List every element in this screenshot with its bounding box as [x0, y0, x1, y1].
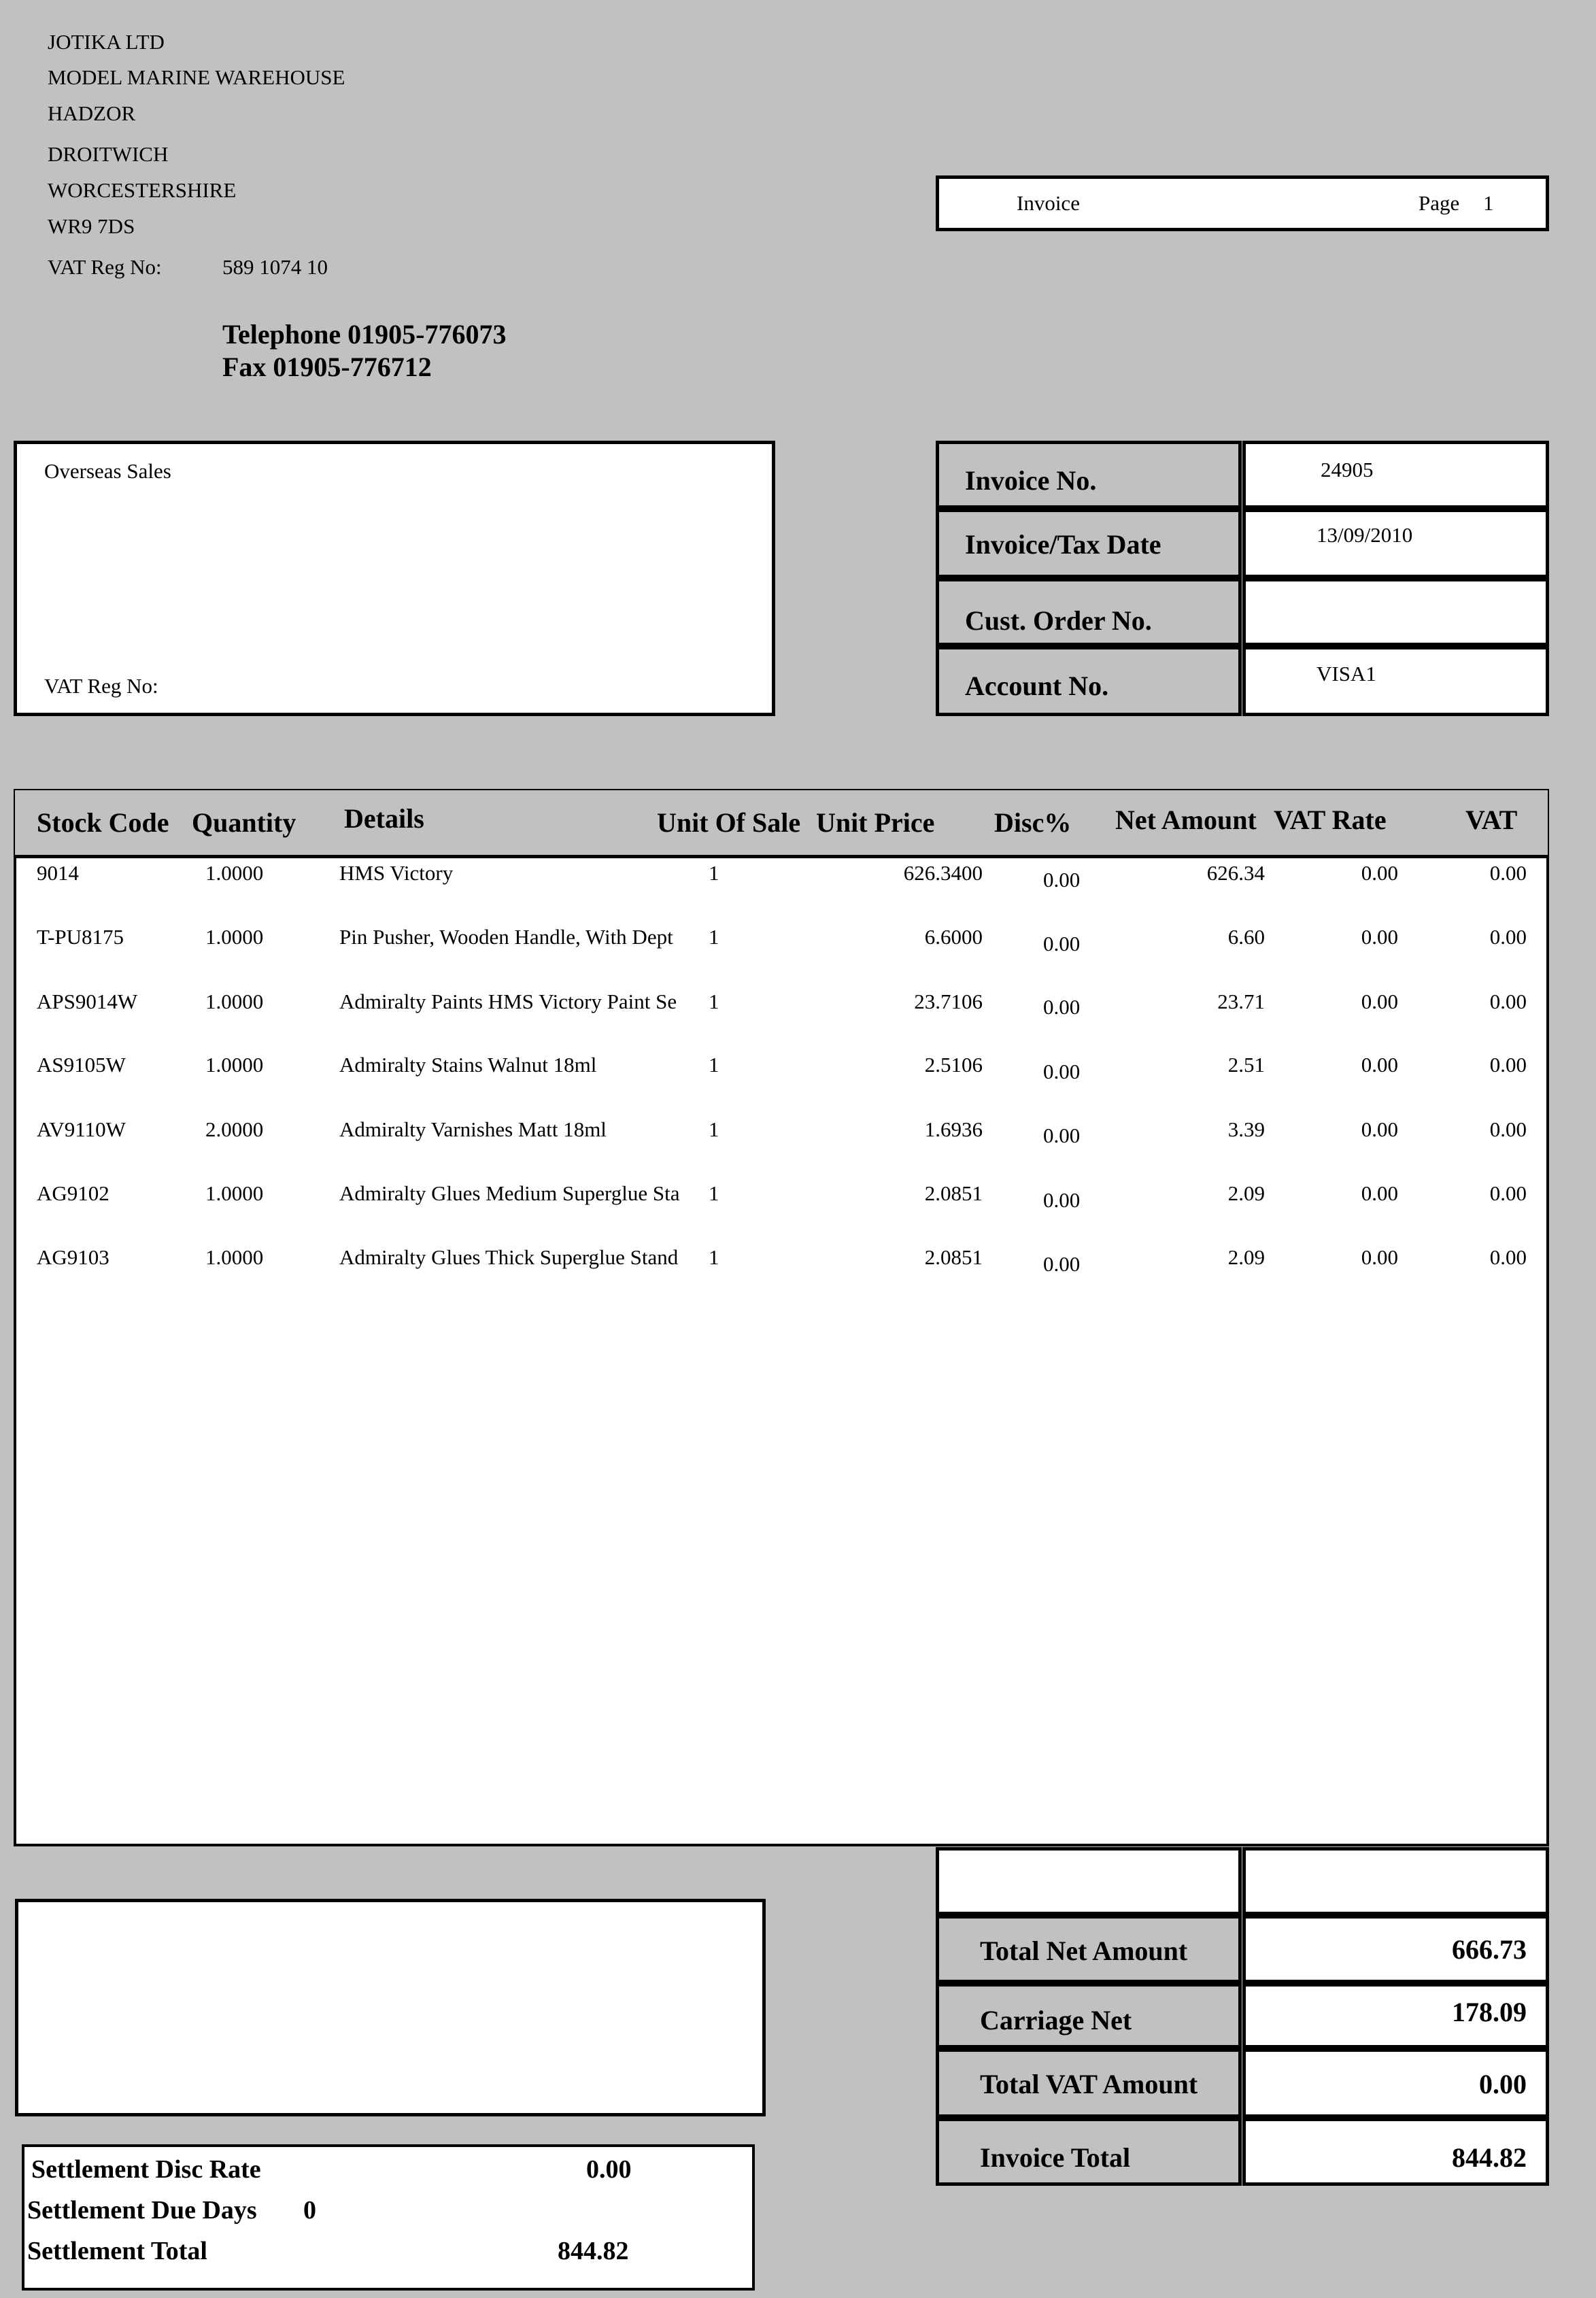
- customer-name: Overseas Sales: [44, 459, 171, 483]
- row-disc: 0.00: [1043, 1123, 1081, 1147]
- row-quantity: 1.0000: [205, 1245, 264, 1269]
- carriage-net-label: Carriage Net: [980, 2005, 1132, 2035]
- row-net-amount: 2.09: [1227, 1245, 1265, 1269]
- row-net-amount: 2.51: [1227, 1053, 1265, 1077]
- total-vat-label: Total VAT Amount: [980, 2069, 1198, 2099]
- company-vat-label: VAT Reg No:: [48, 255, 162, 279]
- col-quantity: Quantity: [192, 807, 296, 838]
- row-unit-of-sale: 1: [709, 1245, 719, 1269]
- carriage-net-label-cell: [936, 1983, 1242, 2048]
- row-disc: 0.00: [1043, 868, 1081, 892]
- row-vat-rate: 0.00: [1361, 1053, 1398, 1077]
- total-net-label: Total Net Amount: [980, 1936, 1188, 1966]
- company-vat-value: 589 1074 10: [222, 255, 328, 279]
- total-net-value-cell: [1242, 1915, 1549, 1983]
- invoice-total-value-cell: [1242, 2118, 1549, 2186]
- account-no-label: Account No.: [965, 671, 1109, 701]
- col-details: Details: [344, 803, 424, 834]
- row-net-amount: 3.39: [1227, 1117, 1265, 1141]
- row-unit-price: 2.0851: [924, 1181, 983, 1205]
- row-vat: 0.00: [1489, 1053, 1527, 1077]
- total-vat-value-cell: [1242, 2048, 1549, 2118]
- row-unit-price: 23.7106: [914, 990, 983, 1013]
- col-stock-code: Stock Code: [37, 807, 169, 838]
- row-vat: 0.00: [1489, 990, 1527, 1013]
- invoice-no-label: Invoice No.: [965, 465, 1097, 496]
- cust-order-label: Cust. Order No.: [965, 605, 1152, 636]
- row-disc: 0.00: [1043, 1252, 1081, 1276]
- row-quantity: 1.0000: [205, 1181, 264, 1205]
- address-line-4: WORCESTERSHIRE: [48, 178, 237, 202]
- carriage-net-value-cell: [1242, 1983, 1549, 2048]
- row-disc: 0.00: [1043, 1060, 1081, 1083]
- row-unit-price: 2.5106: [924, 1053, 983, 1077]
- invoice-total-label-cell: [936, 2118, 1242, 2186]
- settlement-total-label: Settlement Total: [27, 2237, 207, 2265]
- invoice-date-value: 13/09/2010: [1317, 523, 1413, 547]
- row-unit-of-sale: 1: [709, 925, 719, 949]
- invoice-total-label: Invoice Total: [980, 2142, 1131, 2173]
- account-no-value: VISA1: [1317, 662, 1376, 686]
- total-net-label-cell: [936, 1915, 1242, 1983]
- table-row: 9014: [37, 861, 79, 885]
- invoice-date-label-cell: [936, 509, 1242, 578]
- row-net-amount: 23.71: [1217, 990, 1265, 1013]
- row-vat-rate: 0.00: [1361, 1117, 1398, 1141]
- row-unit-price: 1.6936: [924, 1117, 983, 1141]
- col-vat: VAT: [1465, 805, 1518, 835]
- invoice-date-label: Invoice/Tax Date: [965, 529, 1161, 560]
- table-row: AG9103: [37, 1245, 109, 1269]
- row-details: Admiralty Glues Thick Superglue Stand: [339, 1245, 679, 1269]
- row-vat: 0.00: [1489, 1117, 1527, 1141]
- row-quantity: 1.0000: [205, 990, 264, 1013]
- total-vat-label-cell: [936, 2048, 1242, 2118]
- row-details: Admiralty Paints HMS Victory Paint Se: [339, 990, 677, 1013]
- row-quantity: 1.0000: [205, 925, 264, 949]
- row-net-amount: 626.34: [1206, 861, 1265, 885]
- col-net-amount: Net Amount: [1115, 805, 1257, 835]
- cust-order-label-cell: [936, 578, 1242, 646]
- col-disc: Disc%: [994, 807, 1072, 838]
- row-quantity: 1.0000: [205, 1053, 264, 1077]
- row-unit-price: 2.0851: [924, 1245, 983, 1269]
- carriage-net-value: 178.09: [1452, 1997, 1527, 2027]
- settlement-disc-rate-label: Settlement Disc Rate: [31, 2155, 261, 2184]
- company-telephone: Telephone 01905-776073: [222, 319, 507, 350]
- account-no-label-cell: [936, 646, 1242, 716]
- page-number: 1: [1483, 191, 1494, 215]
- row-details: Pin Pusher, Wooden Handle, With Dept: [339, 925, 673, 949]
- table-row: AV9110W: [37, 1117, 126, 1141]
- row-disc: 0.00: [1043, 932, 1081, 956]
- invoice-no-value: 24905: [1321, 458, 1374, 481]
- invoice-date-value-cell: [1242, 509, 1549, 578]
- total-vat-value: 0.00: [1479, 2069, 1527, 2099]
- settlement-disc-rate-value: 0.00: [586, 2155, 632, 2184]
- col-vat-rate: VAT Rate: [1274, 805, 1387, 835]
- invoice-total-value: 844.82: [1452, 2142, 1527, 2173]
- row-net-amount: 6.60: [1227, 925, 1265, 949]
- settlement-due-days-value: 0: [303, 2196, 316, 2225]
- row-unit-price: 6.6000: [924, 925, 983, 949]
- notes-box: [15, 1899, 766, 2116]
- document-header: [936, 175, 1549, 231]
- address-line-1: MODEL MARINE WAREHOUSE: [48, 65, 345, 89]
- totals-blank-right: [1242, 1847, 1549, 1915]
- table-row: T-PU8175: [37, 925, 124, 949]
- row-vat-rate: 0.00: [1361, 861, 1398, 885]
- row-unit-of-sale: 1: [709, 1053, 719, 1077]
- row-quantity: 1.0000: [205, 861, 264, 885]
- settlement-due-days-label: Settlement Due Days: [27, 2196, 257, 2225]
- address-line-2: HADZOR: [48, 101, 136, 125]
- row-details: Admiralty Varnishes Matt 18ml: [339, 1117, 607, 1141]
- totals-blank-left: [936, 1847, 1242, 1915]
- row-vat-rate: 0.00: [1361, 1245, 1398, 1269]
- account-no-value-cell: [1242, 646, 1549, 716]
- row-unit-price: 626.3400: [903, 861, 983, 885]
- col-unit-of-sale: Unit Of Sale: [657, 807, 801, 838]
- row-details: Admiralty Stains Walnut 18ml: [339, 1053, 597, 1077]
- company-name: JOTIKA LTD: [48, 30, 165, 54]
- row-unit-of-sale: 1: [709, 990, 719, 1013]
- address-line-3: DROITWICH: [48, 142, 169, 166]
- row-details: Admiralty Glues Medium Superglue Sta: [339, 1181, 680, 1205]
- row-vat-rate: 0.00: [1361, 925, 1398, 949]
- address-line-5: WR9 7DS: [48, 214, 135, 238]
- invoice-no-label-cell: [936, 441, 1242, 509]
- table-row: AS9105W: [37, 1053, 126, 1077]
- row-disc: 0.00: [1043, 1188, 1081, 1212]
- row-quantity: 2.0000: [205, 1117, 264, 1141]
- settlement-total-value: 844.82: [558, 2237, 629, 2265]
- row-vat: 0.00: [1489, 925, 1527, 949]
- table-row: APS9014W: [37, 990, 138, 1013]
- company-fax: Fax 01905-776712: [222, 352, 432, 382]
- customer-vat-label: VAT Reg No:: [44, 674, 158, 698]
- row-unit-of-sale: 1: [709, 1181, 719, 1205]
- table-row: AG9102: [37, 1181, 109, 1205]
- document-type: Invoice: [1017, 191, 1080, 215]
- col-unit-price: Unit Price: [816, 807, 935, 838]
- row-details: HMS Victory: [339, 861, 454, 885]
- customer-address-box: [14, 441, 775, 716]
- row-net-amount: 2.09: [1227, 1181, 1265, 1205]
- row-vat: 0.00: [1489, 861, 1527, 885]
- row-vat-rate: 0.00: [1361, 1181, 1398, 1205]
- row-disc: 0.00: [1043, 995, 1081, 1019]
- page-label: Page: [1419, 191, 1460, 215]
- row-vat-rate: 0.00: [1361, 990, 1398, 1013]
- row-vat: 0.00: [1489, 1245, 1527, 1269]
- invoice-no-value-cell: [1242, 441, 1549, 509]
- total-net-value: 666.73: [1452, 1934, 1527, 1965]
- cust-order-value-cell: [1242, 578, 1549, 646]
- row-vat: 0.00: [1489, 1181, 1527, 1205]
- row-unit-of-sale: 1: [709, 1117, 719, 1141]
- row-unit-of-sale: 1: [709, 861, 719, 885]
